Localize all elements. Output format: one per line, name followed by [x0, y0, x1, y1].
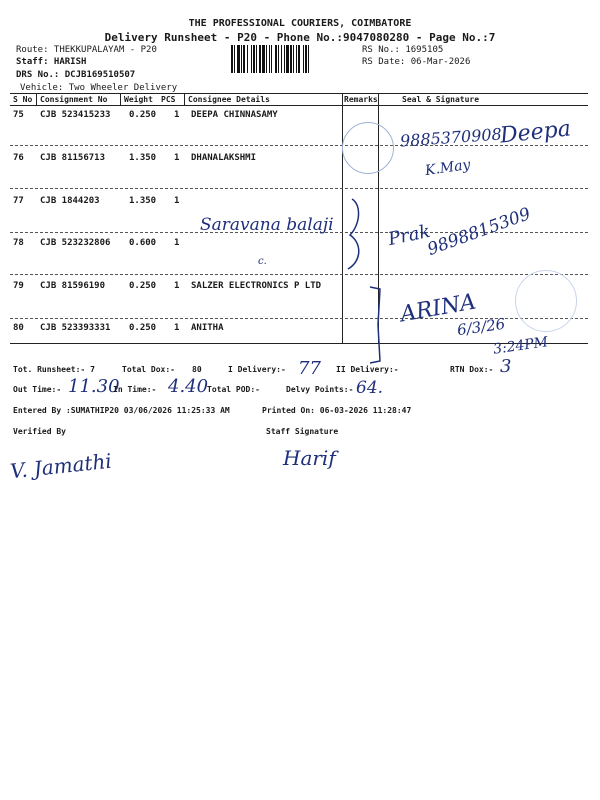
row-sno: 80: [13, 323, 24, 333]
handwritten-in-time: 4.40: [168, 376, 209, 397]
col-header-consignee: Consignee Details: [188, 95, 270, 104]
delvy-points-label: Delvy Points:-: [286, 385, 354, 394]
seal-stamp: [342, 122, 394, 174]
col-header-remarks: Remarks: [344, 95, 378, 104]
row-weight: 0.250: [129, 281, 157, 291]
handwritten-i-delivery: 77: [298, 358, 321, 379]
row-weight: 0.250: [129, 323, 157, 333]
staff-signature: Harif: [283, 446, 336, 470]
in-time-label: In Time:-: [113, 385, 157, 394]
staff-signature-label: Staff Signature: [266, 427, 339, 436]
handwritten-date: 6/3/26: [455, 314, 507, 340]
i-delivery-label: I Delivery:-: [228, 365, 286, 374]
handwritten-signature: ARINA: [398, 289, 478, 328]
col-header-consignment: Consignment No: [40, 95, 108, 104]
rs-date: RS Date: 06-Mar-2026: [362, 57, 471, 67]
drs-number: DRS No.: DCJB169510507: [16, 70, 136, 80]
row-weight: 1.350: [129, 196, 157, 206]
row-pcs: 1: [174, 153, 180, 163]
row-consignee: DHANALAKSHMI: [191, 153, 257, 163]
row-consignment: CJB 81596190: [40, 281, 106, 291]
row-sno: 75: [13, 110, 24, 120]
row-consignment: CJB 81156713: [40, 153, 106, 163]
row-sno: 76: [13, 153, 24, 163]
handwritten-phone: 9898815309: [424, 204, 534, 260]
row-consignment: CJB 523232806: [40, 238, 111, 248]
handwritten-signature: K.May: [424, 156, 472, 180]
handwritten-signature: Deepa: [498, 116, 573, 149]
col-header-weight: Weight: [124, 95, 153, 104]
handwritten-out-time: 11.30: [68, 376, 120, 397]
handwritten-signature: Prak: [386, 220, 433, 251]
row-pcs: 1: [174, 196, 180, 206]
handwritten-dot: c.: [258, 256, 267, 267]
row-consignee: DEEPA CHINNASAMY: [191, 110, 278, 120]
col-header-sno: S No: [13, 95, 33, 104]
entered-by: Entered By :SUMATHIP20 03/06/2026 11:25:33 AM: [13, 406, 230, 415]
row-weight: 0.250: [129, 110, 157, 120]
staff-text: Staff: HARISH: [16, 57, 87, 67]
total-pod-label: Total POD:-: [207, 385, 260, 394]
printed-on: Printed On: 06-03-2026 11:28:47: [262, 406, 412, 415]
handwritten-bracket: [366, 285, 386, 365]
ii-delivery-label: II Delivery:-: [336, 365, 399, 374]
verified-by-label: Verified By: [13, 427, 66, 436]
row-pcs: 1: [174, 323, 180, 333]
row-weight: 1.350: [129, 153, 157, 163]
tot-runsheet: Tot. Runsheet:- 7: [13, 365, 95, 374]
handwritten-rtn-dox: 3: [500, 356, 512, 377]
company-name: THE PROFESSIONAL COURIERS, COIMBATORE: [188, 18, 412, 29]
row-consignee: ANITHA: [191, 323, 224, 333]
total-dox-value: 80: [192, 365, 202, 374]
verified-signature: V. Jamathi: [9, 448, 113, 484]
handwritten-delvy-points: 64.: [356, 378, 384, 398]
seal-stamp: [515, 270, 577, 332]
row-pcs: 1: [174, 110, 180, 120]
handwritten-phone: 9885370908: [399, 124, 503, 151]
out-time-label: Out Time:-: [13, 385, 62, 394]
col-header-pcs: PCS: [161, 95, 176, 104]
runsheet-title: Delivery Runsheet - P20 - Phone No.:9047080280 - Page No.:7: [104, 31, 496, 44]
row-consignment: CJB 523415233: [40, 110, 111, 120]
row-consignment: CJB 523393331: [40, 323, 111, 333]
row-sno: 79: [13, 281, 24, 291]
handwritten-bracket: [340, 195, 370, 275]
row-consignee: SALZER ELECTRONICS P LTD: [191, 281, 322, 291]
handwritten-time: 3:24PM: [492, 334, 550, 358]
total-dox-label: Total Dox:-: [122, 365, 175, 374]
row-consignment: CJB 1844203: [40, 196, 100, 206]
col-header-seal: Seal & Signature: [402, 95, 480, 104]
handwritten-name: Saravana balaji: [200, 215, 334, 235]
rs-number: RS No.: 1695105: [362, 45, 444, 55]
row-sno: 78: [13, 238, 24, 248]
row-weight: 0.600: [129, 238, 157, 248]
barcode: [231, 45, 361, 75]
row-pcs: 1: [174, 238, 180, 248]
row-sno: 77: [13, 196, 24, 206]
route-text: Route: THEKKUPALAYAM - P20: [16, 45, 157, 55]
rtn-dox-label: RTN Dox:-: [450, 365, 494, 374]
vehicle-text: Vehicle: Two Wheeler Delivery: [20, 83, 178, 93]
row-pcs: 1: [174, 281, 180, 291]
